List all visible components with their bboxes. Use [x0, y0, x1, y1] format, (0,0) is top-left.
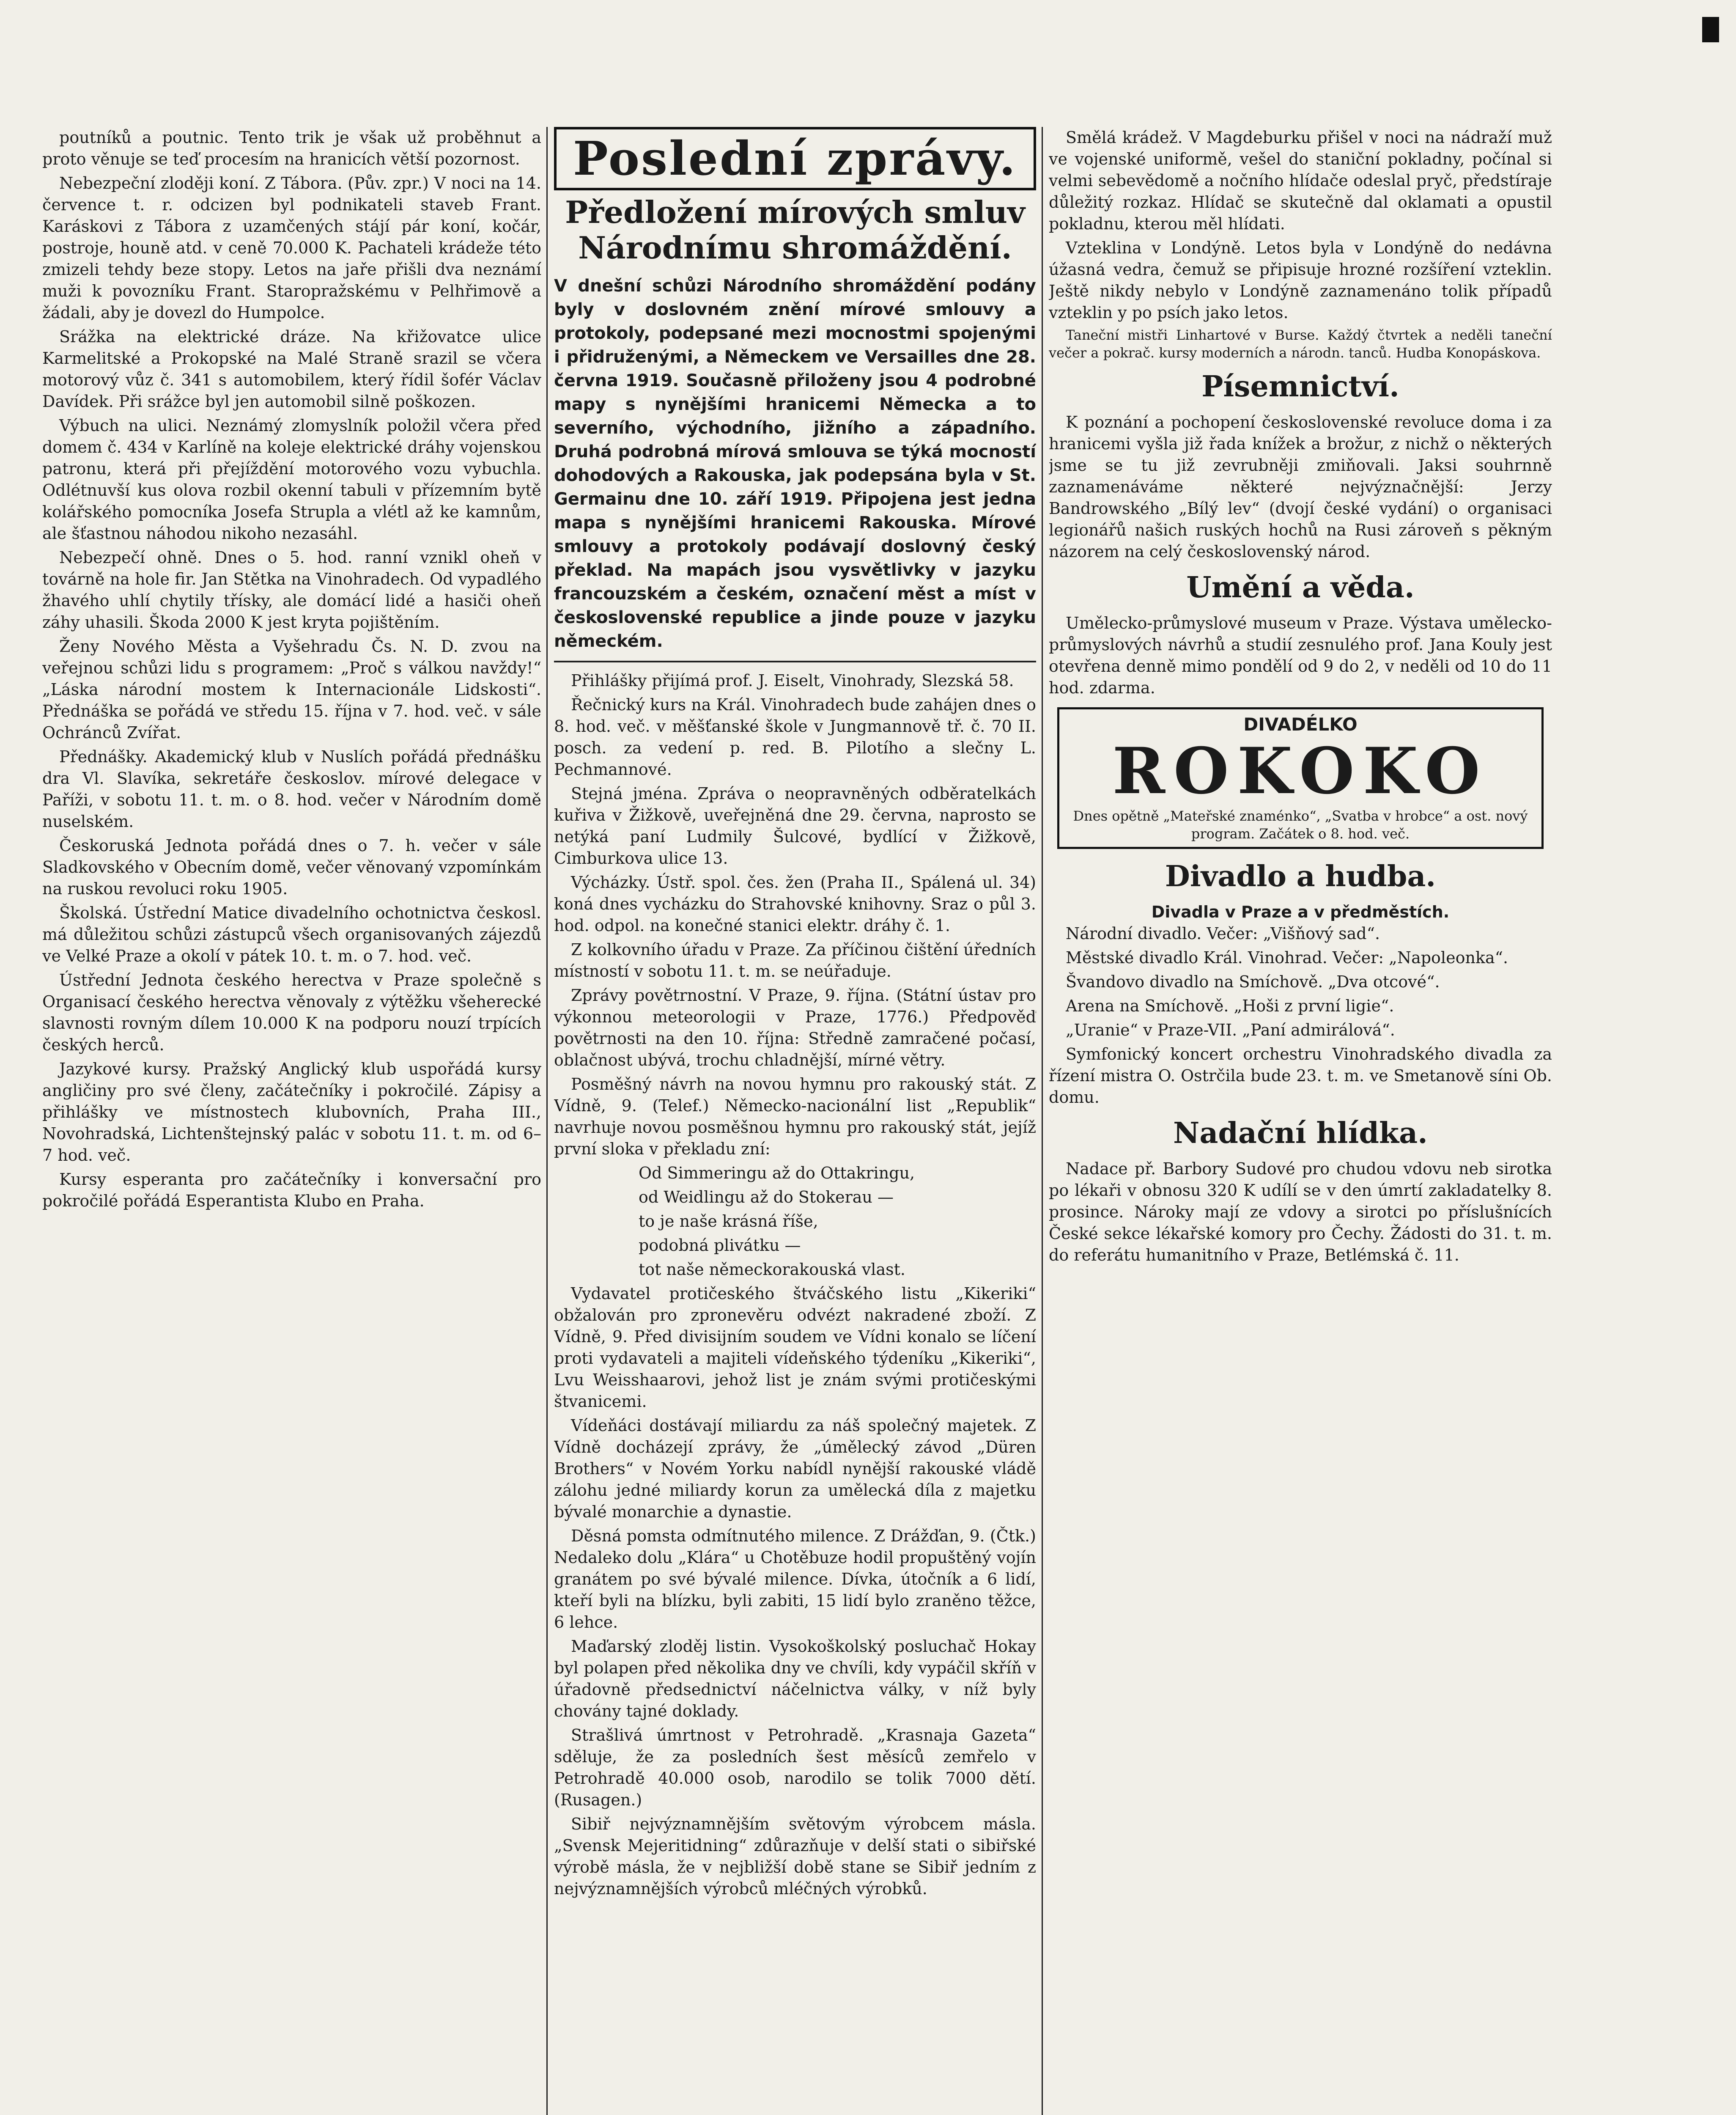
section-heading-theatre: Divadlo a hudba. [1165, 860, 1436, 893]
article: Českoruská Jednota pořádá dnes o 7. h. večer v sále Sladkovského v Obecním domě, večer věnovaný vzpomínkám na ruskou revoluci roku 1905. [42, 836, 541, 898]
article: Vzteklina v Londýně. Letos byla v Londýně do nedávna úžasná vedra, čemuž se připisuje hrozné rozšíření vzteklin. Ještě nikdy nebylo v Londýně zaznamenáno tolik případů vzteklin y po psích jako letos. [1049, 239, 1552, 322]
article: Výcházky. Ústř. spol. čes. žen (Praha II., Spálená ul. 34) koná dnes vycházku do Strahovské knihovny. Sraz o půl 3. hod. odpol. na konečné stanici elektr. dráhy č. 1. [554, 873, 1036, 935]
article: Zprávy povětrnostní. V Praze, 9. října. (Státní ústav pro výkonnou meteorologii v Praze, 1776.) Předpověď povětrnosti na den 10. října: Středně zamračené počasí, oblačnost ubývá, trochu chladnější, mírné větry. [554, 986, 1036, 1069]
theatre-advert [1057, 707, 1544, 849]
article: Umělecko-průmyslové museum v Praze. Výstava umělecko-průmyslových návrhů a studií zesnulého prof. Jana Kouly jest otevřena denně mimo pondělí od 9 do 2, v neděli od 10 do 11 hod. zdarma. [1049, 614, 1552, 697]
advert-program: Dnes opětně „Mateřské znaménko“, „Svatba v hrobce“ a ost. nový program. Začátek o 8. hod. več. [1073, 808, 1528, 842]
listing: Symfonický koncert orchestru Vinohradského divadla za řízení mistra O. Ostrčila bude 23. t. m. ve Smetanově síni Ob. domu. [1049, 1045, 1552, 1107]
article: poutníků a poutnic. Tento trik je však už proběhnut a proto věnuje se teď procesím na hranicích větší pozornost. [42, 128, 541, 168]
article: Děsná pomsta odmítnutého milence. Z Drážďan, 9. (Čtk.) Nedaleko dolu „Klára“ u Chotěbuze hodil propuštěný vojín granátem po své bývalé milence. Dívka, útočník a 6 lidí, kteří byli na blízku, byli zabiti, 15 lidí bylo zraněno těžce, 6 lehce. [554, 1527, 1036, 1632]
article: Vydavatel protičeského štváčského listu „Kikeriki“ obžalován pro zpronevěru odvézt nakradené zboží. Z Vídně, 9. Před divisijním soudem ve Vídni konalo se líčení proti vydavateli a majiteli vídeňského týdeníku „Kikeriki“, Lvu Weisshaarovi, jehož list je znám svými protičeskými štvanicemi. [554, 1284, 1036, 1411]
article: Řečnický kurs na Král. Vinohradech bude zahájen dnes o 8. hod. več. v měšťanské škole v Jungmannově tř. č. 70 II. posch. za vedení p. red. B. Pilotího a slečny L. Pechmannové. [554, 695, 1036, 779]
article: Přednášky. Akademický klub v Nuslích pořádá přednášku dra Vl. Slavíka, sekretáře českoslov. mírové delegace v Paříži, v sobotu 11. t. m. o 8. hod. večer v Národním domě nuselském. [42, 747, 541, 831]
advert-dance: Taneční mistři Linhartové v Burse. Každý čtvrtek a neděli taneční večer a pokrač. kursy moderních a národn. tanců. Hudba Konopáskova. [1049, 327, 1552, 361]
poem-line: od Weidlingu až do Stokerau — [639, 1188, 894, 1206]
article: Nadace př. Barbory Sudové pro chudou vdovu neb sirotka po lékaři v obnosu 320 K udílí se v den úmrtí zakladatelky 8. prosince. Nároky mají ze vdovy a sirotci po příslušnících České sekce lékařské komory pro Čechy. Žádosti do 31. t. m. do referátu humanitního v Praze, Betlémská č. 11. [1049, 1159, 1552, 1264]
article: Jazykové kursy. Pražský Anglický klub uspořádá kursy angličiny pro své členy, začátečníky i pokročilé. Zápisy a přihlášky ve místnostech klubovních, Praha III., Novohradská, Lichtenštejnský palác v sobotu 11. t. m. od 6–7 hod. več. [42, 1060, 541, 1165]
article: Strašlivá úmrtnost v Petrohradě. „Krasnaja Gazeta“ sděluje, že za posledních šest měsíců zemřelo v Petrohradě 40.000 osob, narodilo se tolik 7000 dětí. (Rusagen.) [554, 1726, 1036, 1809]
poem-line: Od Simmeringu až do Ottakringu, [639, 1164, 915, 1182]
article: Školská. Ústřední Matice divadelního ochotnictva českosl. má důležitou schůzi zástupců všech organisovaných zájezdů ve Velké Praze a okolí v pátek 10. t. m. o 7. hod. več. [42, 904, 541, 965]
article: Nebezpečí ohně. Dnes o 5. hod. ranní vznikl oheň v továrně na hole fir. Jan Stětka na Vinohradech. Od vypadlého žhavého uhlí chytily třísky, ale domácí lidé a hasiči oheň záhy uhasili. Škoda 2000 K jest kryta pojištěním. [42, 548, 541, 632]
article: Kursy esperanta pro začátečníky i konversační pro pokročilé pořádá Esperantista Klubo en Praha. [42, 1170, 541, 1210]
listing: Arena na Smíchově. „Hoši z první ligie“. [1066, 997, 1394, 1015]
article: Výbuch na ulici. Neznámý zlomyslník položil včera před domem č. 434 v Karlíně na koleje elektrické dráhy vojenskou patronu, která při přejíždění motorového vozu vybuchla. Odlétnuvší kus olova rozbil okenní tabuli v přízemním bytě kolářského pomocníka Josefa Strupla a vlétl až ke kamnům, ale šťastnou náhodou nikoho nezasáhl. [42, 416, 541, 543]
article: Přihlášky přijímá prof. J. Eiselt, Vinohrady, Slezská 58. [571, 671, 1014, 690]
section-heading-foundation: Nadační hlídka. [1173, 1116, 1428, 1150]
column-divider [546, 127, 548, 2115]
article: Srážka na elektrické dráze. Na křižovatce ulice Karmelitské a Prokopské na Malé Straně srazil se včera motorový vůz č. 341 s automobilem, který řídil šofér Václav Davídek. Při srážce byl jen automobil silně poškozen. [42, 327, 541, 411]
section-heading-art: Umění a věda. [1186, 571, 1415, 604]
column-left [42, 127, 541, 2115]
column-divider [1042, 127, 1043, 2115]
article: Z kolkovního úřadu v Praze. Za příčinou čištění úředních místností v sobotu 11. t. m. se neúřaduje. [554, 940, 1036, 981]
poem-line: tot naše německorakouská vlast. [639, 1260, 905, 1279]
headline: Předložení mírových smluv Národnímu shromáždění. [565, 194, 1025, 266]
article: Maďarský zloděj listin. Vysokoškolský posluchač Hokay byl polapen před několika dny ve chvíli, kdy vypáčil skříň v úřadovně předsednictví náčelnictva války, v níž byly chovány tajné doklady. [554, 1637, 1036, 1720]
listing: Švandovo divadlo na Smíchově. „Dva otcové“. [1066, 972, 1440, 991]
article: Vídeňáci dostávají miliardu za náš společný majetek. Z Vídně docházejí zprávy, že „úmělecký závod „Düren Brothers“ v Novém Yorku nabídl nynější rakouské vládě zálohu jedné miliardy korun za umělecká díla z majetku bývalé monarchie a dynastie. [554, 1416, 1036, 1521]
listing: Národní divadlo. Večer: „Višňový sad“. [1066, 924, 1380, 943]
advert-kicker: DIVADÉLKO [1243, 714, 1358, 735]
advert-name: ROKOKO [1112, 734, 1489, 808]
article: Ženy Nového Města a Vyšehradu Čs. N. D. zvou na veřejnou schůzi lidu s programem: „Proč s válkou navždy!“ „Láska národní mostem k Internacionále Lidskosti“. Přednáška se pořádá ve středu 15. října v 7. hod. več. v sále Ochránců Zvířat. [42, 637, 541, 742]
listing: „Uranie“ v Praze-VII. „Paní admirálová“. [1066, 1021, 1395, 1039]
article: K poznání a pochopení československé revoluce doma i za hranicemi vyšla již řada knížek a brožur, z nichž o některých jsme se tu již zevrubněji zmiňovali. Jaksi souhrnně zaznamenáváme některé nejvýznačnější: Jerzy Bandrowského „Bílý lev“ (dvojí české vydání) o organisaci legionářů našich ruských hochů na Rusi zároveň s pěkným názorem na celý československý národ. [1049, 413, 1552, 561]
article: Posměšný návrh na novou hymnu pro rakouský stát. Z Vídně, 9. (Telef.) Německo-nacionální list „Republik“ navrhuje novou posměšnou hymnu pro rakouský stát, jejíž první sloka v překladu zní: [554, 1075, 1036, 1158]
corner-mark [1702, 17, 1719, 42]
divider [554, 661, 1036, 662]
article: Nebezpeční zloději koní. Z Tábora. (Pův. zpr.) V noci na 14. července t. r. odcizen byl podnikateli staveb Frant. Karáskovi z Tábora z uzamčených stájí pár koní, kočár, postroje, houně atd. v ceně 70.000 K. Pachateli krádeže této zmizeli tehdy beze stopy. Letos na jaře přišli dva neznámí muži k povozníku Frant. Staropražskému v Pelhřimově a žádali, aby je dovezl do Humpolce. [42, 174, 541, 322]
article: Sibiř nejvýznamnějším světovým výrobcem másla. „Svensk Mejeritidning“ zdůrazňuje v delší stati o sibiřské výrobě másla, že v nejbližší době stane se Sibiř jedním z nejvýznamnějších výrobců mléčných výrobků. [554, 1815, 1036, 1898]
section-heading-literature: Písemnictví. [1201, 370, 1399, 404]
poem-line: podobná plivátku — [639, 1236, 801, 1255]
poem-line: to je naše krásná říše, [639, 1212, 818, 1231]
section-masthead: Poslední zprávy. [554, 127, 1036, 190]
column-middle [554, 127, 1036, 2115]
lead-article: V dnešní schůzi Národního shromáždění podány byly v doslovném znění mírové smlouvy a protokoly, podepsané mezi mocnostmi spojenými i přidruženými, a Německem ve Versailles dne 28. června 1919. Současně přiloženy jsou 4 podrobné mapy s nynějšími hranicemi Německa a to severního, východního, jižního a západního. Druhá podrobná mírová smlouva se týká mocností dohodových a Rakouska, jak podepsána byla v St. Germainu dne 10. září 1919. Připojena jest jedna mapa s nynějšími hranicemi Rakouska. Mírové smlouvy a protokoly podávají doslovný český překlad. Na mapách jsou vysvětlivky v jazyku francouzském a českém, označení měst a míst v československé republice a jinde pouze v jazyku německém. [554, 276, 1036, 651]
article: Ústřední Jednota českého herectva v Praze společně s Organisací českého herectva věnovaly z výtěžku všeherecké slavnosti rovným dílem 10.000 K na podporu nouzí trpících českých herců. [42, 971, 541, 1054]
article: Stejná jména. Zpráva o neopravněných odběratelkách kuřiva v Žižkově, uveřejněná dne 29. června, naprosto se netýká paní Ludmily Šulcové, bydlící v Žižkově, Cimburkova ulice 13. [554, 784, 1036, 868]
theatre-subheading: Divadla v Praze a v předměstích. [1151, 903, 1450, 921]
article: Smělá krádež. V Magdeburku přišel v noci na nádraží muž ve vojenské uniformě, vešel do staniční pokladny, počínal si velmi sebevědomě a nočního hlídače odeslal pryč, předstíraje důležitý rozkaz. Hlídač se skutečně dal oklamati a opustil pokladnu, kterou měl hlídati. [1049, 128, 1552, 233]
listing: Městské divadlo Král. Vinohrad. Večer: „Napoleonka“. [1066, 948, 1508, 967]
column-right [1049, 127, 1552, 2115]
